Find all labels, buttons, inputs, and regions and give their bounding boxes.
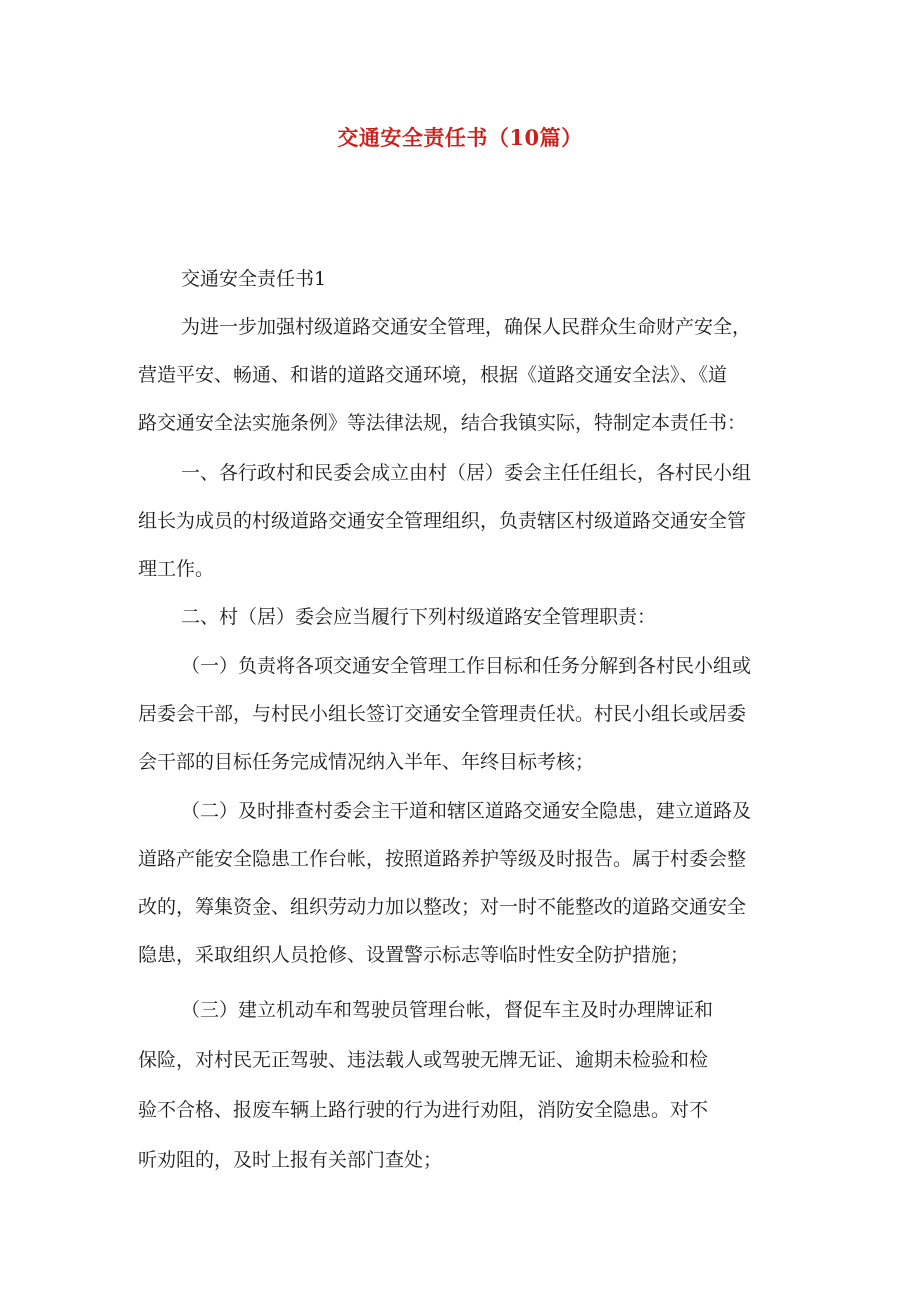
section-heading: 交通安全责任书1 xyxy=(181,268,327,290)
body-line: 营造平安、畅通、和谐的道路交通环境，根据《道路交通安全法》、《道 xyxy=(138,364,728,386)
body-line: 会干部的目标任务完成情况纳入半年、年终目标考核； xyxy=(138,751,595,773)
body-line: （一）负责将各项交通安全管理工作目标和任务分解到各村民小组或 xyxy=(181,655,752,677)
body-line: 隐患，采取组织人员抢修、设置警示标志等临时性安全防护措施； xyxy=(138,944,690,966)
body-line: 保险，对村民无正驾驶、违法载人或驾驶无牌无证、逾期未检验和检 xyxy=(138,1049,709,1071)
body-line: 道路产能安全隐患工作台帐，按照道路养护等级及时报告。属于村委会整 xyxy=(138,848,747,870)
body-line: 理工作。 xyxy=(138,558,215,580)
body-line: 组长为成员的村级道路交通安全管理组织，负责辖区村级道路交通安全管 xyxy=(138,510,747,532)
body-line: 改的，筹集资金、组织劳动力加以整改；对一时不能整改的道路交通安全 xyxy=(138,896,747,918)
document-title: 交通安全责任书（10篇） xyxy=(337,125,583,150)
body-line: 听劝阻的，及时上报有关部门查处； xyxy=(138,1149,443,1171)
body-line: 为进一步加强村级道路交通安全管理，确保人民群众生命财产安全， xyxy=(181,316,752,338)
body-line: （三）建立机动车和驾驶员管理台帐，督促车主及时办理牌证和 xyxy=(181,999,714,1021)
body-line: 居委会干部，与村民小组长签订交通安全管理责任状。村民小组长或居委 xyxy=(138,703,747,725)
body-line: 二、村（居）委会应当履行下列村级道路安全管理职责： xyxy=(181,606,657,628)
body-line: 验不合格、报废车辆上路行驶的行为进行劝阻，消防安全隐患。对不 xyxy=(138,1099,709,1121)
body-line: 路交通安全法实施条例》等法律法规，结合我镇实际，特制定本责任书： xyxy=(138,412,747,434)
body-line: （二）及时排查村委会主干道和辖区道路交通安全隐患，建立道路及 xyxy=(181,800,752,822)
body-line: 一、各行政村和民委会成立由村（居）委会主任任组长，各村民小组 xyxy=(181,462,752,484)
